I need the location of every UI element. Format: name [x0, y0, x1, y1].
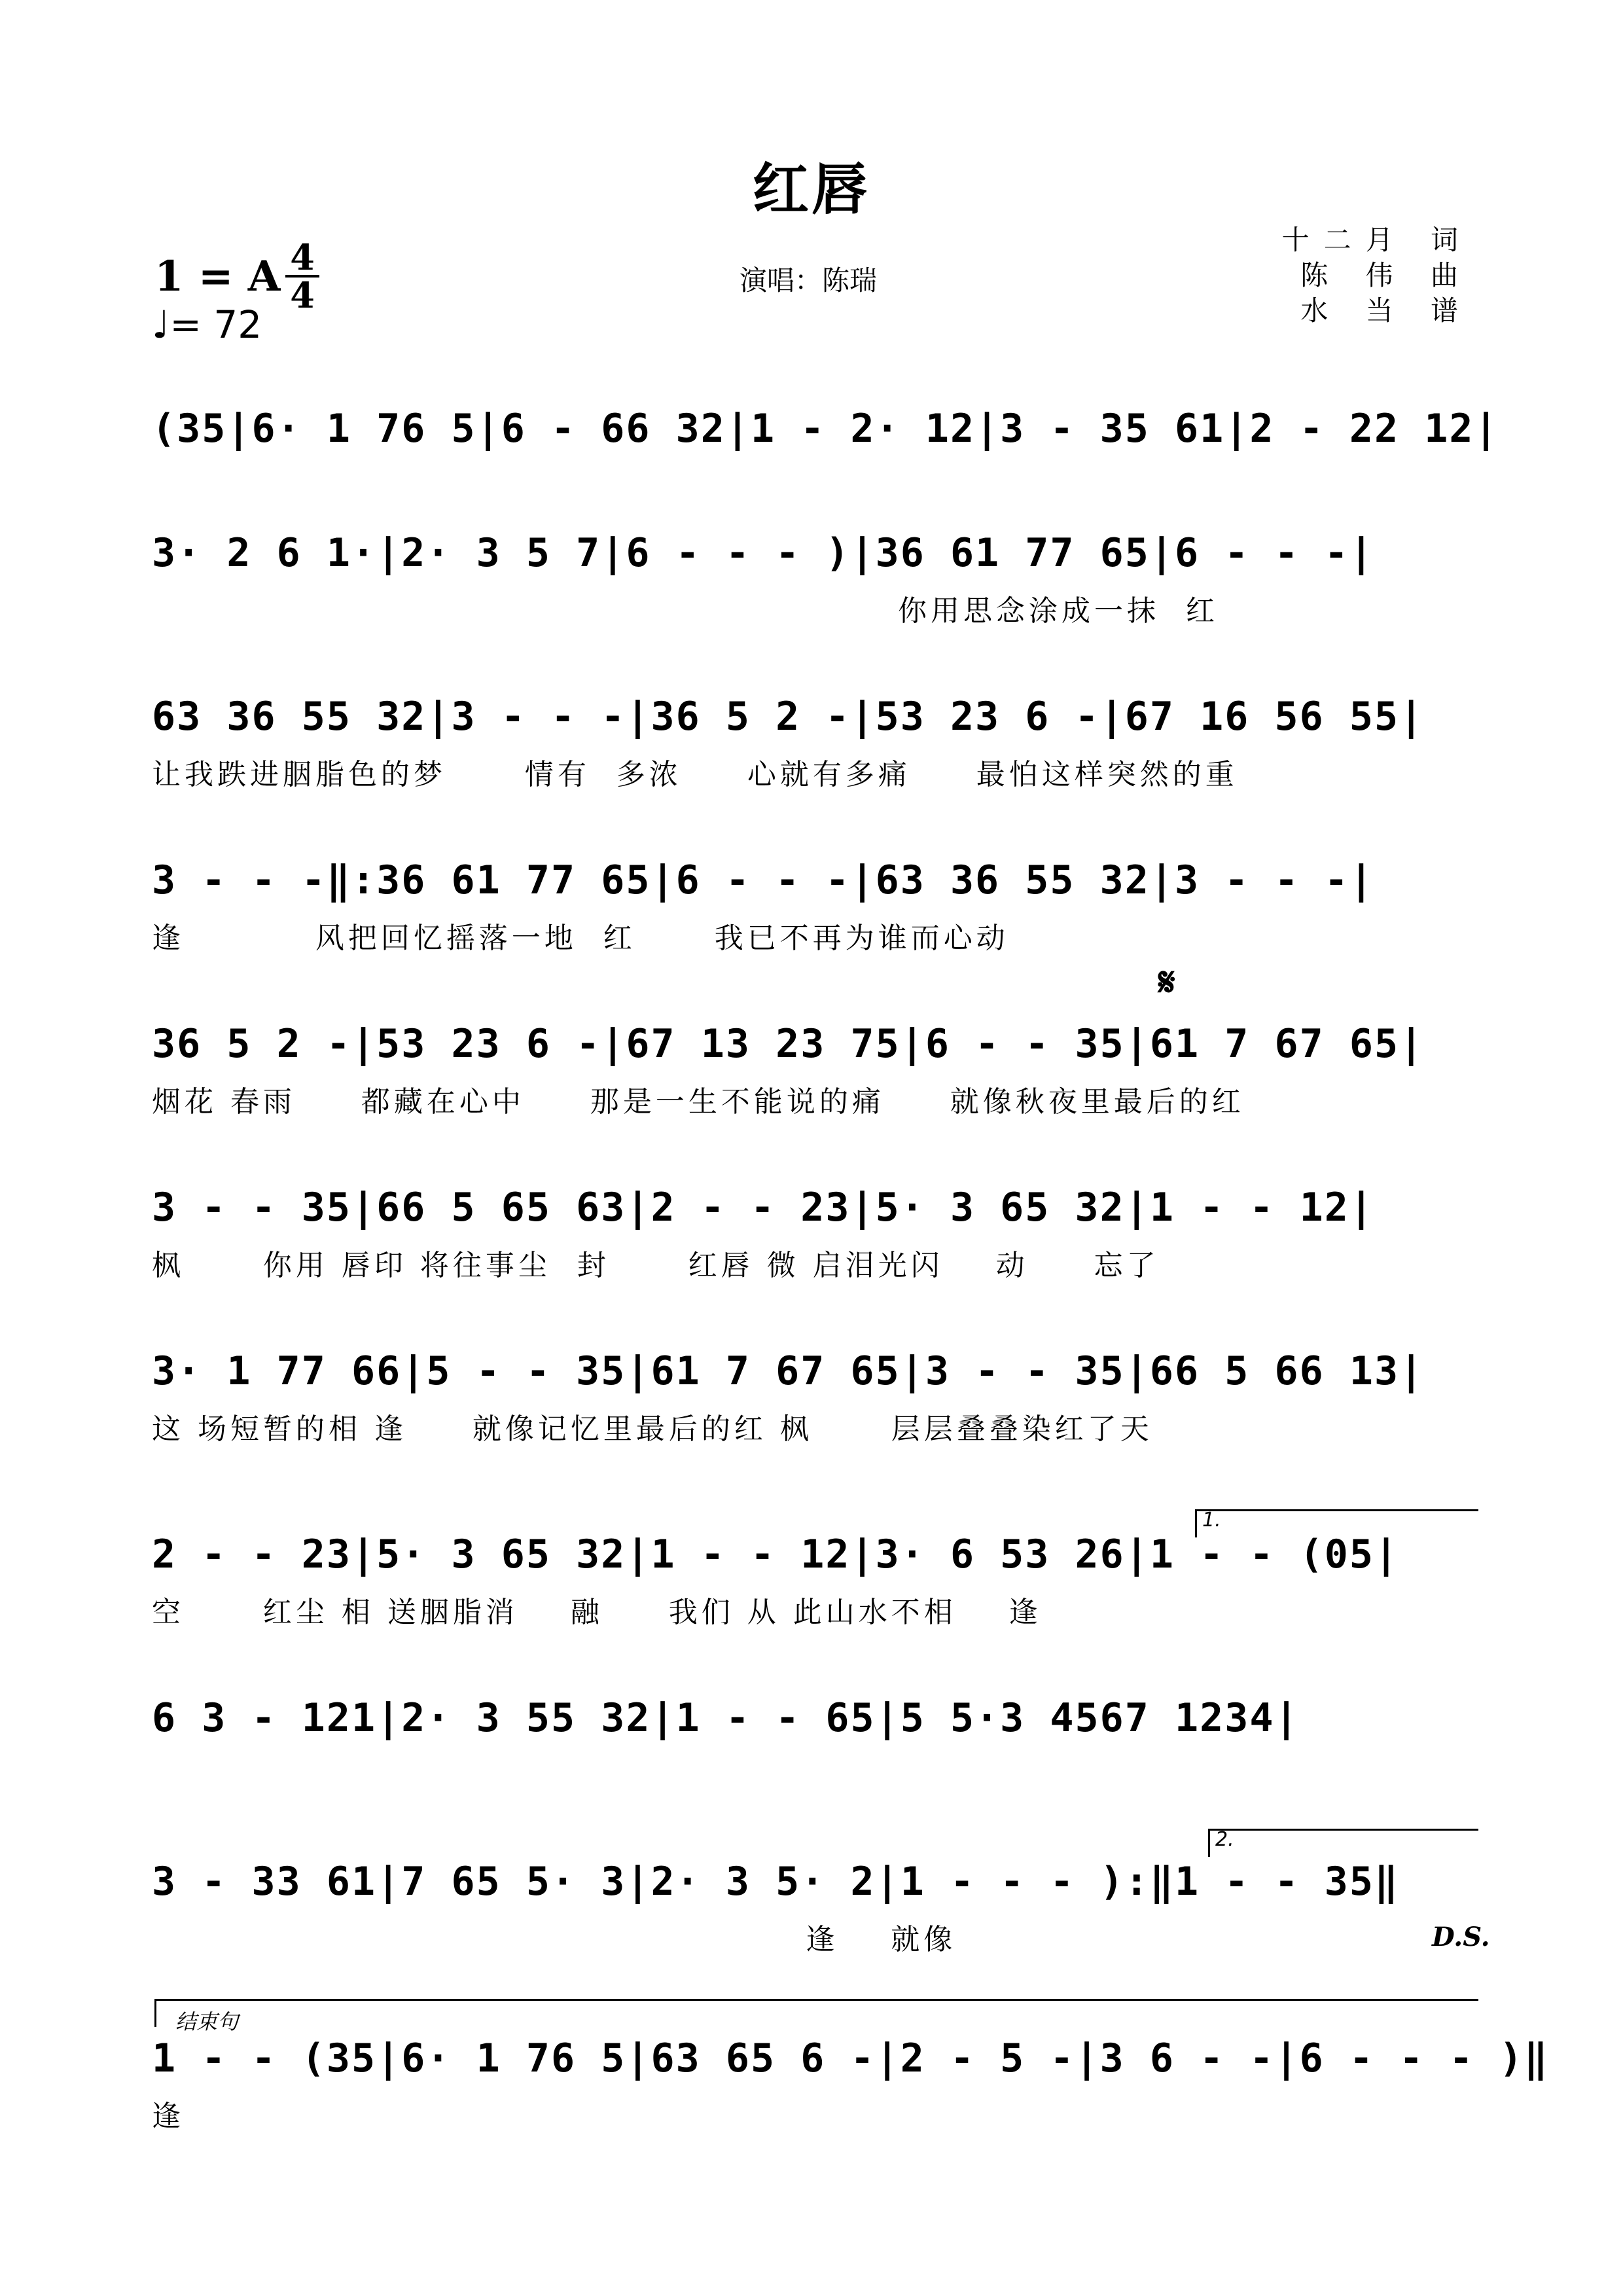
notes-row: 3 - - 35|66 5 65 63|2 - - 23|5· 3 65 32|1 - - 12| [152, 1185, 1375, 1230]
credits [1282, 223, 1472, 329]
notes-row: 1 - - (35|6· 1 76 5|63 65 6 -|2 - 5 -|3 6 - -|6 - - - )‖ [152, 2036, 1549, 2081]
segno-sign: 𝄋 [1158, 960, 1175, 1005]
key-signature: 1 = A [154, 252, 281, 301]
ds-marking: D.S. [1432, 1922, 1490, 1952]
notes-row: 3 - - -‖:36 61 77 65|6 - - -|63 36 55 32|3 - - -| [152, 857, 1375, 903]
ending-label: 结束句 [175, 2009, 239, 2034]
second-ending-bracket [1208, 1829, 1478, 1857]
second-ending-label: 2. [1215, 1828, 1234, 1851]
notes-row: 2 - - 23|5· 3 65 32|1 - - 12|3· 6 53 26|1 - - (05| [152, 1532, 1400, 1577]
lyrics-row: 让我跌进胭脂色的梦 情有 多浓 心就有多痛 最怕这样突然的重 [152, 758, 1238, 791]
singer-credit: 演唱：陈瑞 [740, 264, 878, 296]
song-title: 红唇 [753, 157, 870, 223]
lyrics-row: 逢 就像 [152, 1923, 957, 1956]
lyricist-credit: 十二月 词 [1281, 224, 1472, 256]
first-ending-label: 1. [1202, 1509, 1221, 1532]
lyrics-row: 逢 [152, 2100, 185, 2133]
lyrics-row: 枫 你用 唇印 将往事尘 封 红唇 微 启泪光闪 动 忘了 [152, 1249, 1160, 1282]
transcriber-credit: 水 当 谱 [1300, 295, 1472, 327]
notes-row: 6 3 - 121|2· 3 55 32|1 - - 65|5 5·3 4567 1234| [152, 1695, 1300, 1741]
lyrics-row: 烟花 春雨 都藏在心中 那是一生不能说的痛 就像秋夜里最后的红 [152, 1085, 1245, 1119]
lyrics-row: 你用思念涂成一抹 红 [898, 594, 1219, 628]
notes-row: 36 5 2 -|53 23 6 -|67 13 23 75|6 - - 35|61 7 67 65| [152, 1021, 1425, 1067]
lyrics-row: 空 红尘 相 送胭脂消 融 我们 从 此山水不相 逢 [152, 1596, 1042, 1629]
tempo-marking: ♩= 72 [152, 302, 262, 347]
ending-bracket [154, 1999, 1478, 2027]
time-signature [283, 236, 322, 316]
notes-row: 63 36 55 32|3 - - -|36 5 2 -|53 23 6 -|67 16 56 55| [152, 694, 1425, 740]
time-signature-top: 4 [290, 236, 315, 278]
lyrics-row: 逢 风把回忆摇落一地 红 我已不再为谁而心动 [152, 922, 1009, 955]
time-signature-bottom: 4 [290, 274, 315, 316]
notes-row: 3· 1 77 66|5 - - 35|61 7 67 65|3 - - 35|66 5 66 13| [152, 1348, 1425, 1394]
notes-row: 3· 2 6 1·|2· 3 5 7|6 - - - )|36 61 77 65|6 - - -| [152, 530, 1375, 576]
lyrics-row: 这 场短暂的相 逢 就像记忆里最后的红 枫 层层叠叠染红了天 [152, 1412, 1153, 1446]
notes-row: (35|6· 1 76 5|6 - 66 32|1 - 2· 12|3 - 35 61|2 - 22 12| [152, 406, 1499, 452]
composer-credit: 陈 伟 曲 [1300, 259, 1472, 291]
notes-row: 3 - 33 61|7 65 5· 3|2· 3 5· 2|1 - - - ):‖1 - - 35‖ [152, 1859, 1400, 1905]
